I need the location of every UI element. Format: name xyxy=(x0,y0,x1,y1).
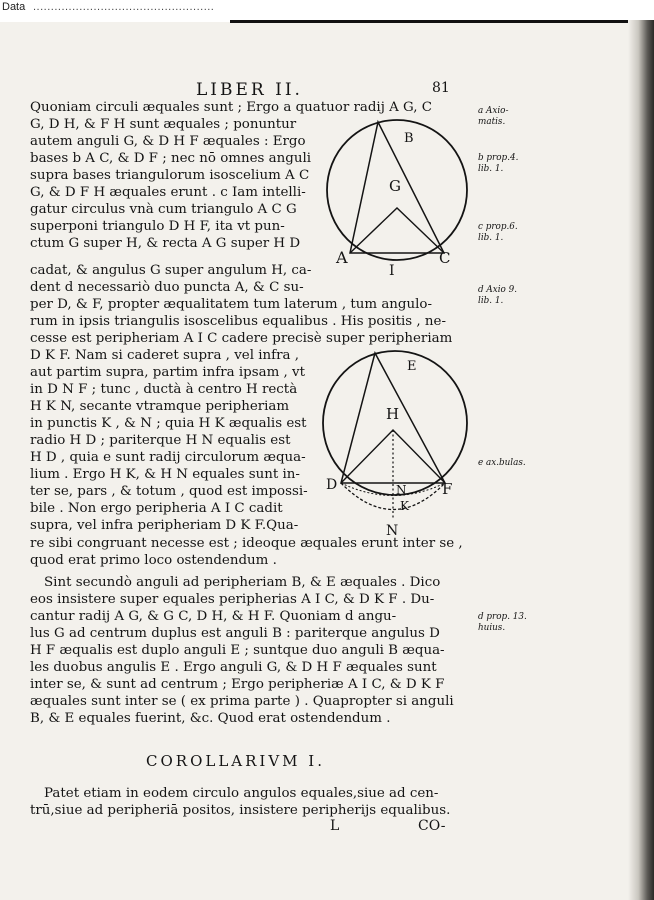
scan-header-strip xyxy=(0,0,654,22)
page-number: 81 xyxy=(432,80,450,96)
text-line: æquales sunt inter se ( ex prima parte ) . Quapropter si anguli xyxy=(30,694,454,709)
margin-note: e ax.bulas. xyxy=(478,458,526,468)
signature-mark: L xyxy=(330,818,340,834)
text-line: bile . Non ergo peripheria A I C cadit xyxy=(30,501,283,516)
radii-lines xyxy=(350,208,444,253)
text-line: aut partim supra, partim infra ipsam , vt xyxy=(30,365,305,380)
text-line: cesse est peripheriam A I C cadere precisè super peripheriam xyxy=(30,331,453,346)
text-line: G, & D F H æquales erunt . c Iam intelli- xyxy=(30,185,306,200)
text-line: in punctis K , & N ; quia H K æqualis est xyxy=(30,416,307,431)
text-line: superponi triangulo D H F, ita vt pun- xyxy=(30,219,285,234)
label-c: C xyxy=(439,249,451,267)
text-line: autem anguli G, & D H F æquales : Ergo xyxy=(30,134,306,149)
text-line: ctum G super H, & recta A G super H D xyxy=(30,236,301,251)
label-i: I xyxy=(389,263,395,279)
text-line: re sibi congruant necesse est ; ideoque æquales erunt inter se , xyxy=(30,536,463,551)
text-line: radio H D ; pariterque H N equalis est xyxy=(30,433,291,448)
text-line: supra, vel infra peripheriam D K F.Qua- xyxy=(30,518,299,533)
text-line: ter se, pars , & totum , quod est impossi- xyxy=(30,484,308,499)
data-label: Data xyxy=(2,1,26,13)
label-n-lower: N xyxy=(386,523,399,539)
text-line: per D, & F, propter æqualitatem tum laterum , tum angulo- xyxy=(30,297,432,312)
text-line: G, D H, & F H sunt æquales ; ponuntur xyxy=(30,117,297,132)
figure-circle-acg xyxy=(320,110,480,280)
label-n: N xyxy=(396,483,407,497)
text-line: B, & E equales fuerint, &c. Quod erat ostendendum . xyxy=(30,711,391,726)
label-h: H xyxy=(386,405,400,423)
catchword: CO- xyxy=(418,818,446,834)
text-line: les duobus angulis E . Ergo anguli G, & D H F æquales sunt xyxy=(30,660,437,675)
text-line: H D , quia e sunt radij circulorum æqua- xyxy=(30,450,306,465)
text-line: lium . Ergo H K, & H N equales sunt in- xyxy=(30,467,300,482)
running-title: LIBER II. xyxy=(196,80,303,100)
label-e: E xyxy=(407,359,417,374)
text-line: dent d necessariò duo puncta A, & C su- xyxy=(30,280,304,295)
margin-note: c prop.6. lib. 1. xyxy=(478,222,518,243)
text-line: D K F. Nam si caderet supra , vel infra , xyxy=(30,348,299,363)
text-line: H F æqualis est duplo anguli E ; suntque duo anguli B æqua- xyxy=(30,643,445,658)
label-b: B xyxy=(404,131,414,146)
text-line: gatur circulus vnà cum triangulo A C G xyxy=(30,202,297,217)
text-line: Quoniam circuli æquales sunt ; Ergo a quatuor radij A G, C xyxy=(30,100,433,115)
text-line: bases b A C, & D F ; nec nō omnes anguli xyxy=(30,151,312,166)
corollary-line: trū,siue ad peripheriā positos, insistere peripherijs equalibus. xyxy=(30,803,451,818)
corollary-line: Patet etiam in eodem circulo angulos equales,siue ad cen- xyxy=(44,786,439,801)
text-line: eos insistere super equales peripherias A I C, & D K F . Du- xyxy=(30,592,435,607)
figure-circle-dhf xyxy=(320,348,485,543)
text-line: Sint secundò anguli ad peripheriam B, & E æquales . Dico xyxy=(44,575,441,590)
corollary-heading: COROLLARIVM I. xyxy=(146,752,325,770)
label-k: K xyxy=(400,499,409,513)
label-g: G xyxy=(389,177,401,195)
top-rule xyxy=(230,20,640,23)
text-line: cantur radij A G, & G C, D H, & H F. Quoniam d angu- xyxy=(30,609,397,624)
text-line: in D N F ; tunc , ductà à centro H rectà xyxy=(30,382,298,397)
text-line: cadat, & angulus G super angulum H, ca- xyxy=(30,263,312,278)
margin-note: b prop.4. lib. 1. xyxy=(478,153,519,174)
circle-outline xyxy=(323,351,467,495)
label-a: A xyxy=(336,248,348,267)
data-dotted-line: ................................................... xyxy=(33,1,215,13)
book-binding-edge xyxy=(628,20,654,900)
text-line: lus G ad centrum duplus est anguli B : pariterque angulus D xyxy=(30,626,440,641)
label-d: D xyxy=(326,477,338,493)
margin-note: a Axio- matis. xyxy=(478,106,509,127)
text-line: rum in ipsis triangulis isoscelibus equalibus . His positis , ne- xyxy=(30,314,447,329)
text-line: H K N, secante vtramque peripheriam xyxy=(30,399,290,414)
text-line: supra bases triangulorum isoscelium A C xyxy=(30,168,310,183)
margin-note: d Axio 9. lib. 1. xyxy=(478,285,518,306)
label-f: F xyxy=(442,480,453,498)
text-line: quod erat primo loco ostendendum . xyxy=(30,553,277,568)
margin-note: d prop. 13. huius. xyxy=(478,612,527,633)
text-line: inter se, & sunt ad centrum ; Ergo peripheriæ A I C, & D K F xyxy=(30,677,445,692)
